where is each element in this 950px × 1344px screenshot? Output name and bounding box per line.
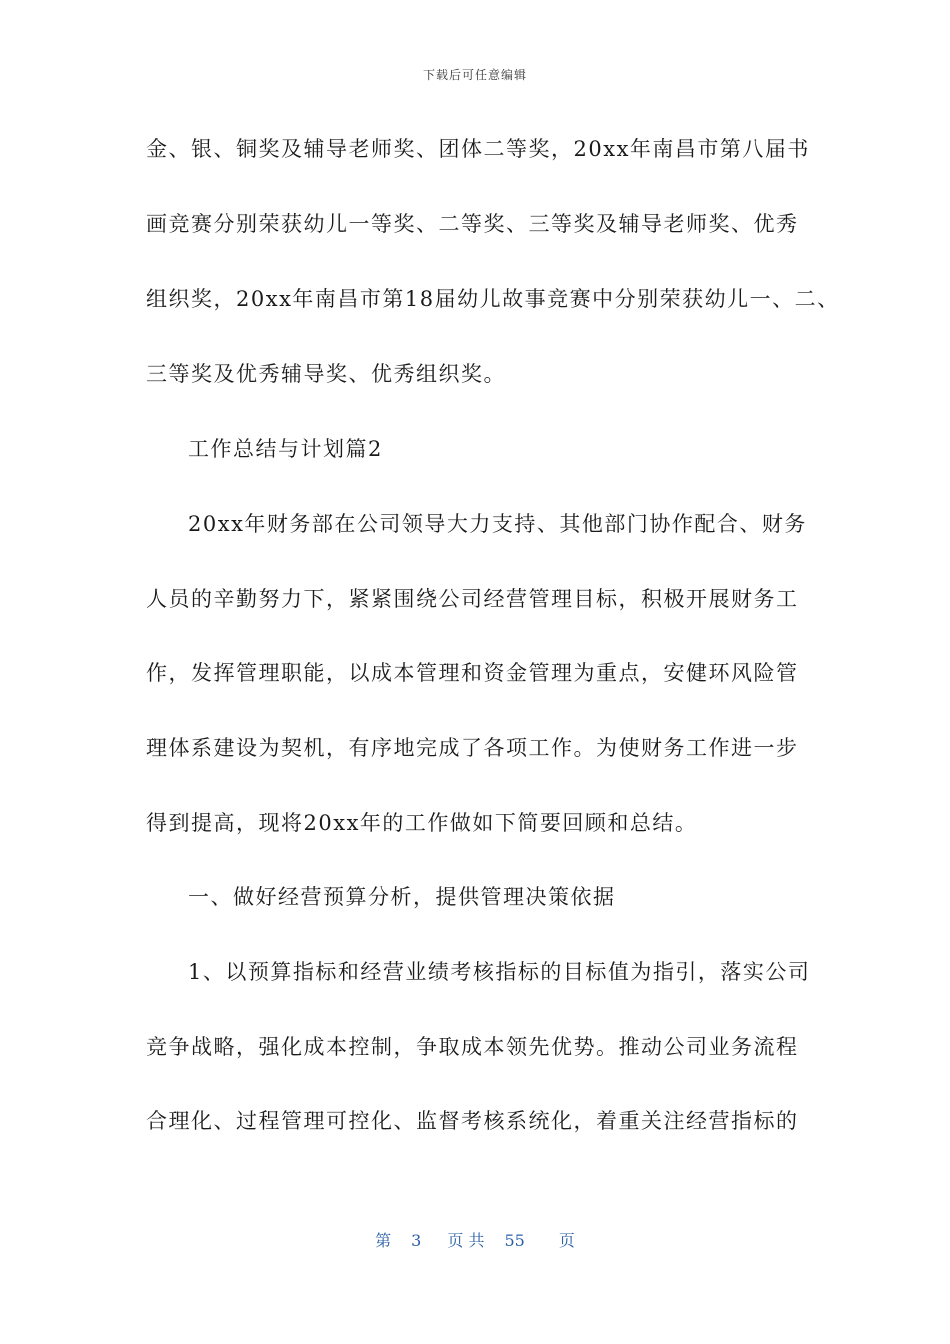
paragraph-line: 人员的辛勤努力下，紧紧围绕公司经营管理目标，积极开展财务工	[146, 587, 799, 611]
page-header-note: 下载后可任意编辑	[422, 68, 527, 82]
footer-page-current: 3	[411, 1231, 422, 1250]
footer-page-suffix: 页	[558, 1231, 575, 1250]
footer-page-mid: 页 共	[447, 1231, 485, 1250]
paragraph-line: 金、银、铜奖及辅导老师奖、团体二等奖，20xx年南昌市第八届书	[146, 137, 810, 161]
footer-page-prefix: 第	[375, 1231, 392, 1250]
paragraph-line: 竞争战略，强化成本控制，争取成本领先优势。推动公司业务流程	[146, 1035, 799, 1059]
paragraph-line: 1、以预算指标和经营业绩考核指标的目标值为指引，落实公司	[188, 960, 811, 984]
paragraph-line: 三等奖及优秀辅导奖、优秀组织奖。	[146, 362, 506, 386]
subsection-heading: 一、做好经营预算分析，提供管理决策依据	[188, 885, 616, 909]
paragraph-line: 画竞赛分别荣获幼儿一等奖、二等奖、三等奖及辅导老师奖、优秀	[146, 212, 799, 236]
section-heading: 工作总结与计划篇2	[188, 437, 383, 461]
paragraph-line: 理体系建设为契机，有序地完成了各项工作。为使财务工作进一步	[146, 736, 799, 760]
paragraph-line: 合理化、过程管理可控化、监督考核系统化，着重关注经营指标的	[146, 1109, 799, 1133]
paragraph-line: 组织奖，20xx年南昌市第18届幼儿故事竞赛中分别荣获幼儿一、二、	[146, 287, 840, 311]
page-footer	[0, 1228, 950, 1251]
paragraph-line: 作，发挥管理职能，以成本管理和资金管理为重点，安健环风险管	[146, 661, 799, 685]
paragraph-line: 得到提高，现将20xx年的工作做如下简要回顾和总结。	[146, 811, 698, 835]
paragraph-line: 20xx年财务部在公司领导大力支持、其他部门协作配合、财务	[188, 512, 807, 536]
footer-page-total: 55	[504, 1231, 525, 1250]
